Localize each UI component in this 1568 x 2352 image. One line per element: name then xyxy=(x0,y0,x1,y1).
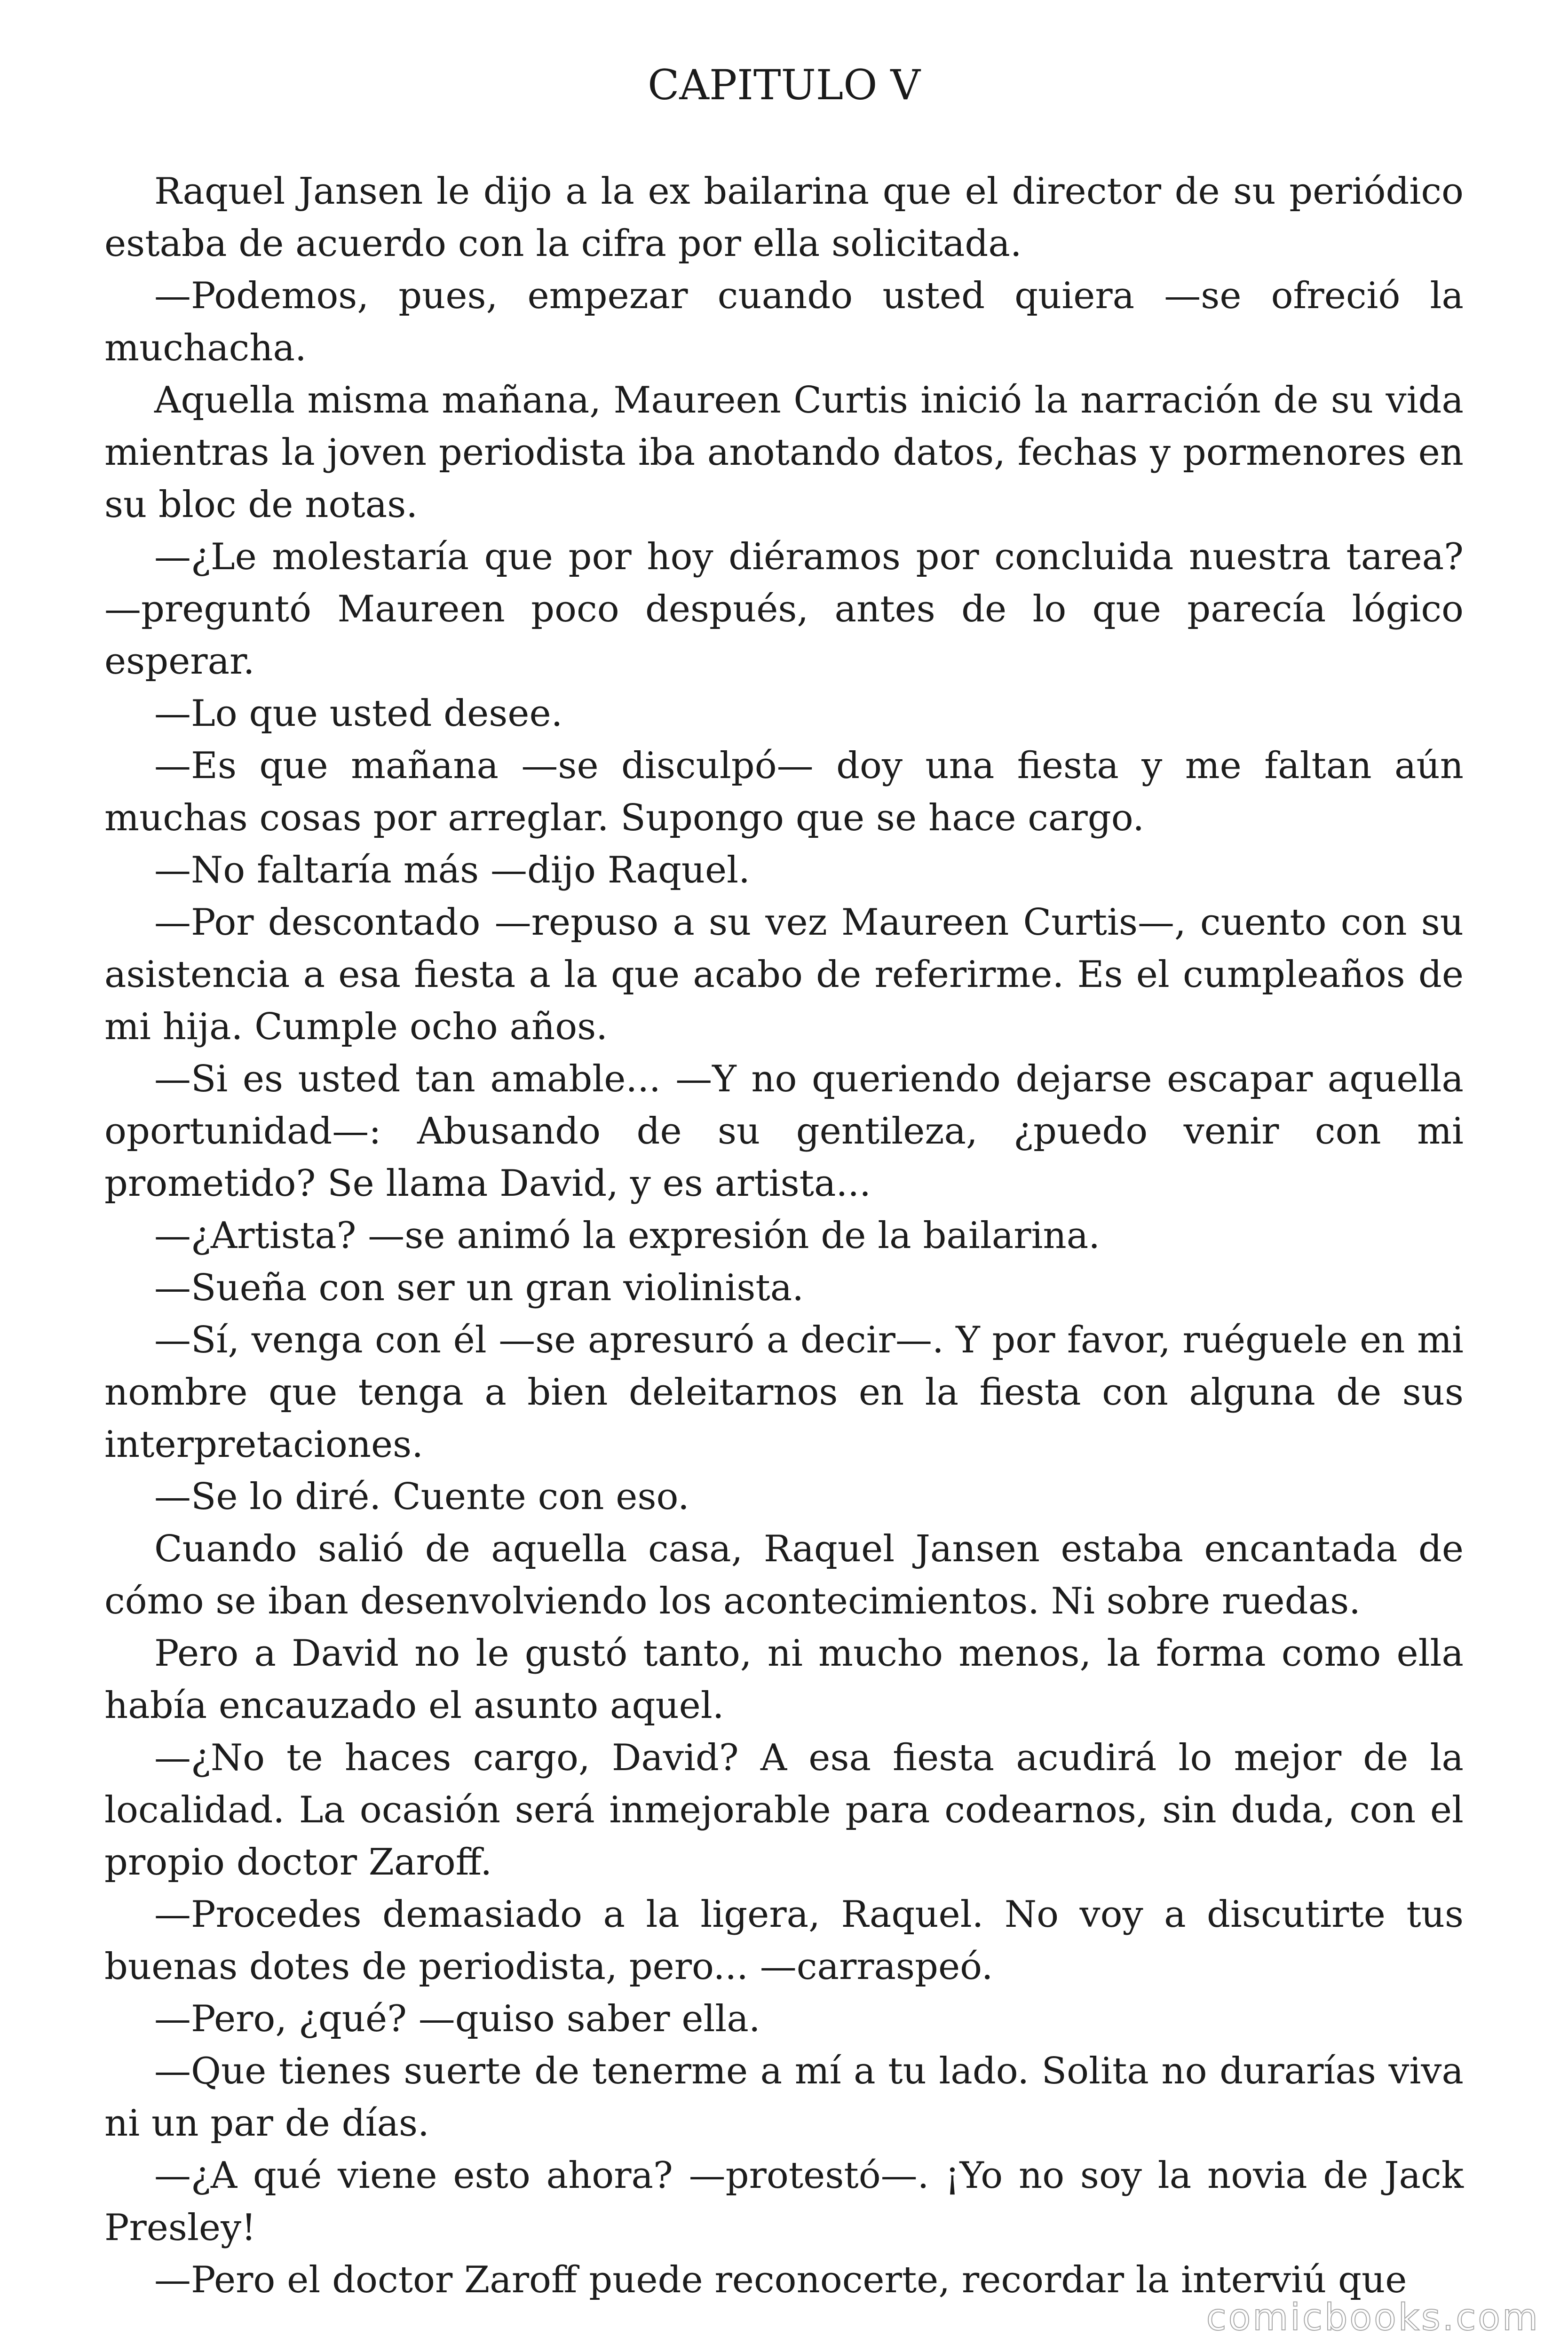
paragraph: Pero a David no le gustó tanto, ni mucho menos, la forma como ella había encauzado el asunto aquel. xyxy=(104,1632,1464,1727)
watermark: comicbooks.com xyxy=(1206,2296,1540,2339)
paragraph: —Por descontado —repuso a su vez Maureen Curtis—, cuento con su asistencia a esa fiesta a la que acabo de referirme. Es el cumpleaños de mi hija. Cumple ocho años. xyxy=(104,901,1464,1048)
paragraph: —Pero el doctor Zaroff puede reconocerte, recordar la interviú que xyxy=(154,2259,1407,2301)
paragraph: —Se lo diré. Cuente con eso. xyxy=(154,1476,689,1518)
paragraph: —Sueña con ser un gran violinista. xyxy=(154,1267,804,1309)
paragraph: —Podemos, pues, empezar cuando usted quiera —se ofreció la muchacha. xyxy=(104,275,1464,369)
paragraph: —¿No te haces cargo, David? A esa fiesta acudirá lo mejor de la localidad. La ocasión será inmejorable para codearnos, sin duda, con el propio doctor Zaroff. xyxy=(104,1737,1464,1883)
paragraph: —Si es usted tan amable... —Y no queriendo dejarse escapar aquella oportunidad—: Abusando de su gentileza, ¿puedo venir con mi prometido? Se llama David, y es artista... xyxy=(104,1058,1464,1205)
paragraph: Cuando salió de aquella casa, Raquel Jansen estaba encantada de cómo se iban desenvolviendo los acontecimientos. Ni sobre ruedas. xyxy=(104,1528,1464,1622)
paragraph: —¿Artista? —se animó la expresión de la bailarina. xyxy=(154,1215,1101,1257)
chapter-body xyxy=(104,166,1464,2306)
paragraph: —Lo que usted desee. xyxy=(154,692,563,735)
paragraph: Raquel Jansen le dijo a la ex bailarina que el director de su periódico estaba de acuerdo con la cifra por ella solicitada. xyxy=(104,170,1464,265)
chapter-title: CAPITULO V xyxy=(648,61,920,109)
paragraph: —Pero, ¿qué? —quiso saber ella. xyxy=(154,1998,760,2040)
paragraph: —Es que mañana —se disculpó— doy una fiesta y me faltan aún muchas cosas por arreglar. Supongo que se hace cargo. xyxy=(104,745,1464,839)
paragraph: —¿Le molestaría que por hoy diéramos por concluida nuestra tarea? —preguntó Maureen poco después, antes de lo que parecía lógico esperar. xyxy=(104,536,1464,683)
paragraph: —No faltaría más —dijo Raquel. xyxy=(154,849,750,891)
paragraph: Aquella misma mañana, Maureen Curtis inició la narración de su vida mientras la joven periodista iba anotando datos, fechas y pormenores en su bloc de notas. xyxy=(104,379,1464,526)
paragraph: —¿A qué viene esto ahora? —protestó—. ¡Yo no soy la novia de Jack Presley! xyxy=(104,2154,1464,2249)
paragraph: —Sí, venga con él —se apresuró a decir—. Y por favor, ruéguele en mi nombre que tenga a bien deleitarnos en la fiesta con alguna de sus interpretaciones. xyxy=(104,1319,1464,1466)
paragraph: —Procedes demasiado a la ligera, Raquel. No voy a discutirte tus buenas dotes de periodista, pero... —carraspeó. xyxy=(104,1893,1464,1988)
paragraph: —Que tienes suerte de tenerme a mí a tu lado. Solita no durarías viva ni un par de días. xyxy=(104,2050,1464,2145)
